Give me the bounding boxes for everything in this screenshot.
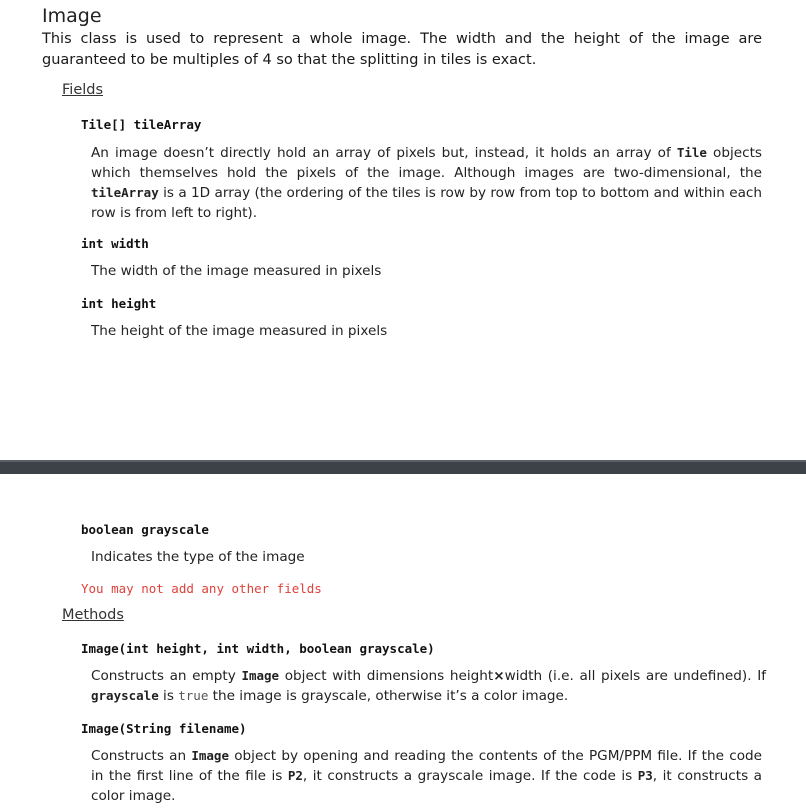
methods-header: Methods: [62, 607, 124, 623]
method-desc-constructor-file: Constructs an Image object by opening and reading the contents of the PGM/PPM file. If the code in the first line of the file is P2, it constructs a grayscale image. If the code is P3, it constructs a color image.: [91, 748, 762, 804]
method-signature-constructor-file: Image(String filename): [81, 721, 247, 736]
field-desc-width: The width of the image measured in pixels: [91, 263, 382, 279]
field-desc-tilearray: An image doesn’t directly hold an array of pixels but, instead, it holds an array of Tile objects which themselves hold the pixels of the image. Although images are two-dimensional, the tileArray is a 1D array (the ordering of the tiles is row by row from top to bottom and within each row is from left to right).: [91, 145, 762, 221]
fields-header: Fields: [62, 82, 104, 98]
field-desc-height: The height of the image measured in pixels: [91, 323, 388, 339]
method-signature-constructor-dims: Image(int height, int width, boolean grayscale): [81, 641, 435, 656]
method-desc-constructor-dims: Constructs an empty Image object with dimensions height×width (i.e. all pixels are undefined). If grayscale is true the image is grayscale, otherwise it’s a color image.: [91, 668, 766, 704]
fields-warning: You may not add any other fields: [81, 581, 322, 596]
field-signature-height: int height: [81, 296, 157, 311]
page-break-divider: [0, 460, 806, 474]
field-signature-width: int width: [81, 236, 149, 251]
field-signature-grayscale: boolean grayscale: [81, 522, 209, 537]
class-intro: This class is used to represent a whole image. The width and the height of the image are guaranteed to be multiples of 4 so that the splitting in tiles is exact.: [42, 31, 762, 68]
field-signature-tilearray: Tile[] tileArray: [81, 117, 202, 132]
class-title: Image: [42, 5, 102, 27]
field-desc-grayscale: Indicates the type of the image: [91, 549, 305, 565]
